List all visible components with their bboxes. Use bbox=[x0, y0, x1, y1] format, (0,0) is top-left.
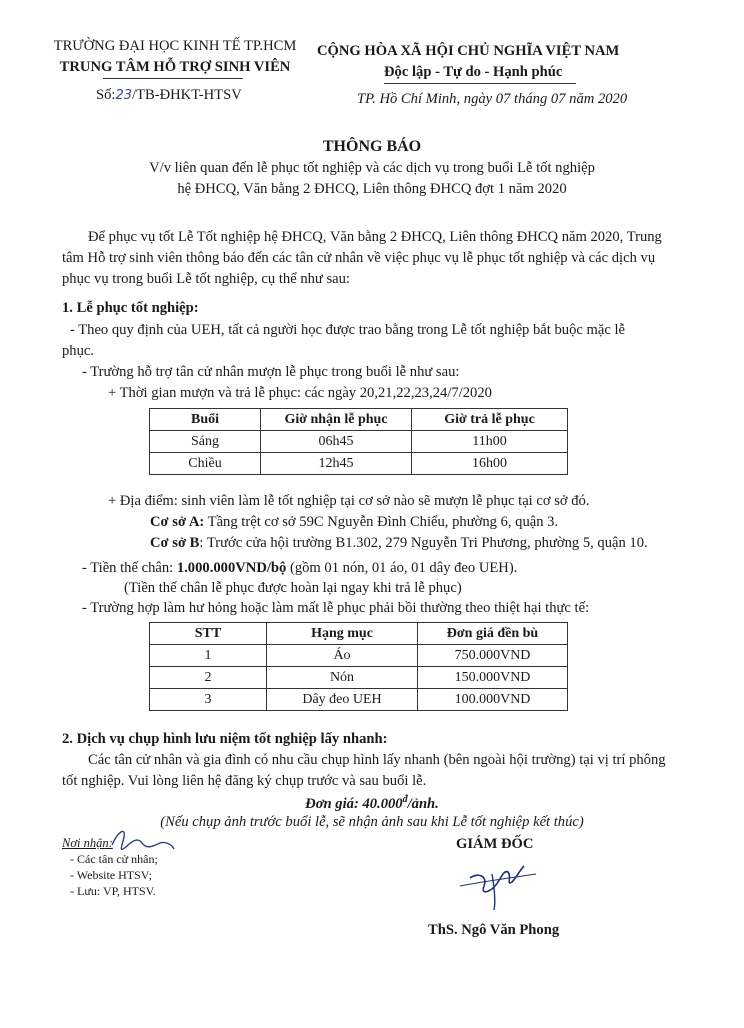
section1-p3: + Thời gian mượn và trả lễ phục: các ngày 20,21,22,23,24/7/2020 bbox=[108, 385, 492, 401]
org-name: TRƯỜNG ĐẠI HỌC KINH TẾ TP.HCM bbox=[53, 38, 297, 54]
ref-handwritten: 23 bbox=[115, 88, 133, 103]
recipient-item: - Lưu: VP, HTSV. bbox=[70, 884, 156, 898]
table-header-row bbox=[150, 623, 568, 645]
campus-a: Cơ sở A: Tầng trệt cơ sở 59C Nguyễn Đình Chiểu, phường 6, quận 3. bbox=[150, 514, 559, 530]
table-header-cell: Đơn giá đền bù bbox=[418, 623, 568, 645]
intro-line-1: Để phục vụ tốt Lễ Tốt nghiệp hệ ĐHCQ, Văn bằng 2 ĐHCQ, Liên thông ĐHCQ năm 2020, Trung bbox=[88, 229, 662, 245]
intro-line-3: phục vụ trong buổi Lễ tốt nghiệp, cụ thể như sau: bbox=[62, 271, 350, 287]
recipient-item: - Các tân cử nhân; bbox=[70, 852, 158, 866]
signer-name: ThS. Ngô Văn Phong bbox=[428, 922, 560, 938]
table-row bbox=[150, 689, 568, 711]
table-header-cell: Giờ nhận lễ phục bbox=[261, 409, 412, 431]
table-header-cell: Giờ trả lễ phục bbox=[412, 409, 568, 431]
section1-p1b: phục. bbox=[62, 343, 95, 359]
compensation-table bbox=[149, 622, 568, 711]
photo-price: Đơn giá: $40.000^đ$/ảnh. bbox=[305, 794, 439, 812]
table-header-cell: Buổi bbox=[150, 409, 261, 431]
pickup-schedule-table bbox=[149, 408, 568, 475]
document-date: TP. Hồ Chí Minh, ngày 07 tháng 07 năm 2020 bbox=[357, 91, 628, 107]
table-cell: 2 bbox=[150, 667, 267, 689]
table-row bbox=[150, 667, 568, 689]
table-cell: 750.000VND bbox=[418, 645, 568, 667]
table-cell: 3 bbox=[150, 689, 267, 711]
table-cell: Chiều bbox=[150, 453, 261, 475]
header-right-underline bbox=[384, 83, 576, 84]
damage-line: - Trường hợp làm hư hỏng hoặc làm mất lễ phục phải bồi thường theo thiệt hại thực tế: bbox=[82, 600, 590, 616]
table-cell: 150.000VND bbox=[418, 667, 568, 689]
table-cell: 1 bbox=[150, 645, 267, 667]
recipients-label: Nơi nhận: bbox=[62, 836, 113, 850]
table-cell: 11h00 bbox=[412, 431, 568, 453]
document-title: THÔNG BÁO bbox=[322, 138, 422, 155]
section1-p1a: - Theo quy định của UEH, tất cả người học được trao bằng trong Lễ tốt nghiệp bắt buộc mặc lễ bbox=[70, 322, 625, 338]
section2-p1b: tốt nghiệp. Vui lòng liên hệ đăng ký chụp trước và sau buổi lễ. bbox=[62, 773, 427, 789]
table-cell: 100.000VND bbox=[418, 689, 568, 711]
section1-p4: + Địa điểm: sinh viên làm lễ tốt nghiệp tại cơ sở nào sẽ mượn lễ phục tại cơ sở đó. bbox=[108, 493, 590, 509]
table-header-row bbox=[150, 409, 568, 431]
signature-mark bbox=[440, 852, 550, 912]
table-header-cell: Hạng mục bbox=[267, 623, 418, 645]
section1-heading: 1. Lễ phục tốt nghiệp: bbox=[62, 300, 199, 316]
document-subtitle-1: V/v liên quan đến lễ phục tốt nghiệp và các dịch vụ trong buổi Lễ tốt nghiệp bbox=[149, 160, 595, 176]
table-row bbox=[150, 645, 568, 667]
photo-note: (Nếu chụp ảnh trước buổi lễ, sẽ nhận ảnh sau khi Lễ tốt nghiệp kết thúc) bbox=[160, 814, 584, 830]
table-row bbox=[150, 453, 568, 475]
table-cell: Dây đeo UEH bbox=[267, 689, 418, 711]
table-cell: 16h00 bbox=[412, 453, 568, 475]
dept-name: TRUNG TÂM HỖ TRỢ SINH VIÊN bbox=[59, 59, 291, 75]
deposit-note: (Tiền thế chân lễ phục được hoàn lại ngay khi trả lễ phục) bbox=[124, 580, 462, 596]
header-left-underline bbox=[103, 78, 243, 79]
national-title: CỘNG HÒA XÃ HỘI CHỦ NGHĨA VIỆT NAM bbox=[317, 43, 620, 59]
document-subtitle-2: hệ ĐHCQ, Văn bằng 2 ĐHCQ, Liên thông ĐHCQ đợt 1 năm 2020 bbox=[177, 181, 567, 197]
table-cell: 12h45 bbox=[261, 453, 412, 475]
table-row bbox=[150, 431, 568, 453]
table-cell: Áo bbox=[267, 645, 418, 667]
ref-number: Số:23/TB-ĐHKT-HTSV bbox=[96, 87, 242, 103]
section1-p2: - Trường hỗ trợ tân cử nhân mượn lễ phục trong buổi lễ như sau: bbox=[82, 364, 460, 380]
table-cell: Sáng bbox=[150, 431, 261, 453]
intro-line-2: tâm Hỗ trợ sinh viên thông báo đến các tân cử nhân về việc phục vụ lễ phục tốt nghiệp và các dịch vụ bbox=[62, 250, 656, 266]
national-motto: Độc lập - Tự do - Hạnh phúc bbox=[384, 64, 563, 80]
campus-b: Cơ sở B: Trước cửa hội trường B1.302, 279 Nguyễn Tri Phương, phường 5, quận 10. bbox=[150, 535, 648, 551]
recipient-item: - Website HTSV; bbox=[70, 868, 152, 882]
initials-mark bbox=[108, 823, 178, 857]
table-cell: Nón bbox=[267, 667, 418, 689]
table-header-cell: STT bbox=[150, 623, 267, 645]
deposit-line: - Tiền thế chân: 1.000.000VND/bộ (gồm 01 nón, 01 áo, 01 dây đeo UEH). bbox=[82, 560, 518, 576]
section2-p1a: Các tân cử nhân và gia đình có nhu cầu chụp hình lấy nhanh (bên ngoài hội trường) tại vị trí phông bbox=[88, 752, 666, 768]
signer-role: GIÁM ĐỐC bbox=[456, 836, 534, 852]
table-cell: 06h45 bbox=[261, 431, 412, 453]
section2-heading: 2. Dịch vụ chụp hình lưu niệm tốt nghiệp lấy nhanh: bbox=[62, 731, 388, 747]
